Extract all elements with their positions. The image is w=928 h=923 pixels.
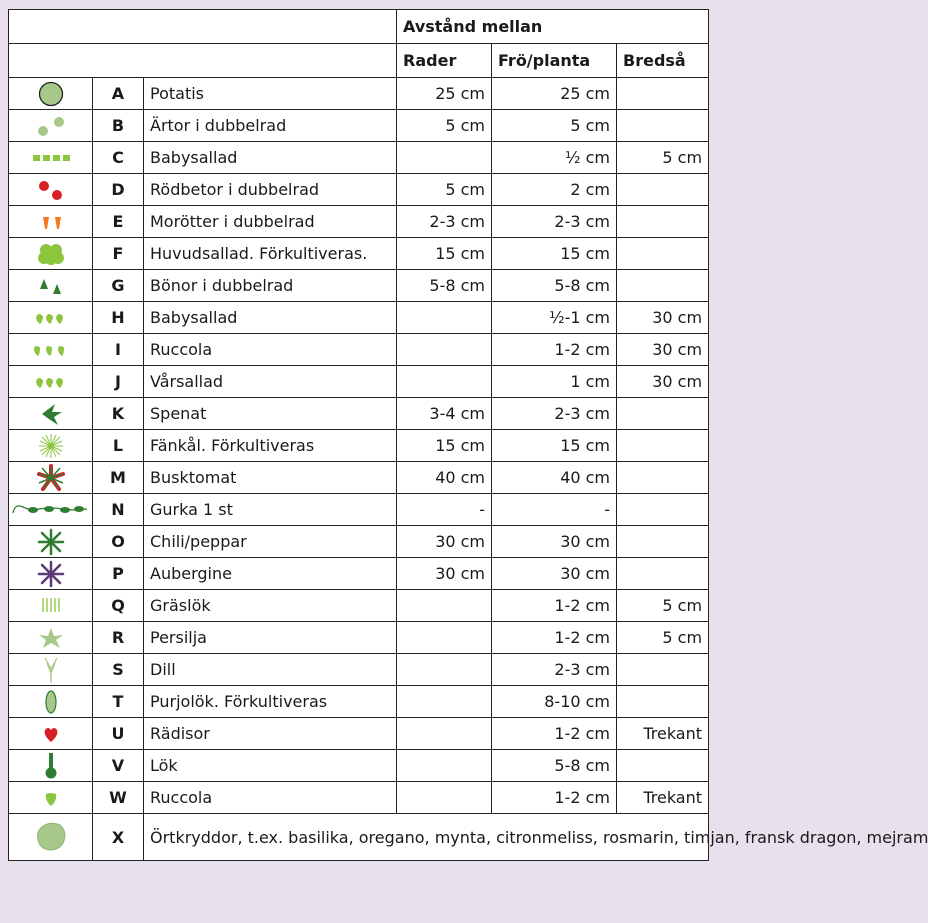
distance-rader: 15 cm [397, 238, 492, 270]
table-row [9, 654, 709, 686]
distance-fro: 1-2 cm [492, 590, 617, 622]
plant-name: Potatis [144, 78, 397, 110]
distance-rader [397, 334, 492, 366]
distance-fro: 1-2 cm [492, 622, 617, 654]
plant-name: Busktomat [144, 462, 397, 494]
herbs-description: Örtkryddor, t.ex. basilika, oregano, mynta, citronmeliss, rosmarin, timjan, fransk dragon, mejram [144, 814, 709, 861]
distance-rader: 30 cm [397, 558, 492, 590]
aubergine-icon [9, 558, 93, 590]
distance-fro: 8-10 cm [492, 686, 617, 718]
distance-rader: 3-4 cm [397, 398, 492, 430]
col-header-rader: Rader [397, 44, 492, 78]
leek-icon [29, 687, 73, 717]
header-row-group [9, 10, 709, 44]
spring-lettuce-icon [9, 366, 93, 398]
dill-icon [9, 654, 93, 686]
distance-bredsa: 30 cm [617, 366, 709, 398]
table-row [9, 718, 709, 750]
row-letter: N [93, 494, 144, 526]
col-header-fro: Frö/planta [492, 44, 617, 78]
table-row [9, 270, 709, 302]
distance-rader: 2-3 cm [397, 206, 492, 238]
fennel-icon [9, 430, 93, 462]
row-letter: F [93, 238, 144, 270]
distance-rader [397, 366, 492, 398]
distance-rader [397, 686, 492, 718]
plant-name: Huvudsallad. Förkultiveras. [144, 238, 397, 270]
lettuce-head-icon [29, 240, 73, 268]
radish-icon [29, 721, 73, 747]
row-letter: B [93, 110, 144, 142]
distance-rader [397, 782, 492, 814]
plant-name: Ärtor i dubbelrad [144, 110, 397, 142]
distance-fro: 30 cm [492, 526, 617, 558]
distance-fro: 15 cm [492, 430, 617, 462]
chives-icon [29, 593, 73, 619]
table-row [9, 686, 709, 718]
distance-bredsa [617, 110, 709, 142]
distance-fro: 1 cm [492, 366, 617, 398]
arugula-leaves-icon [9, 334, 93, 366]
distance-fro: 2-3 cm [492, 654, 617, 686]
distance-bredsa [617, 654, 709, 686]
plant-name: Gräslök [144, 590, 397, 622]
plant-name: Fänkål. Förkultiveras [144, 430, 397, 462]
distance-bredsa: 30 cm [617, 302, 709, 334]
carrot-icon [29, 209, 73, 235]
parsley-icon [9, 622, 93, 654]
distance-fro: - [492, 494, 617, 526]
distance-bredsa [617, 78, 709, 110]
spinach-icon [9, 398, 93, 430]
header-group-label: Avstånd mellan [397, 10, 709, 44]
distance-rader [397, 590, 492, 622]
plant-name: Spenat [144, 398, 397, 430]
row-letter: U [93, 718, 144, 750]
dill-icon [29, 655, 73, 685]
plant-name: Rädisor [144, 718, 397, 750]
table-row [9, 462, 709, 494]
distance-bredsa [617, 174, 709, 206]
distance-bredsa: 30 cm [617, 334, 709, 366]
distance-fro: 1-2 cm [492, 782, 617, 814]
arugula-icon [29, 785, 73, 811]
distance-rader: 15 cm [397, 430, 492, 462]
onion-icon [9, 750, 93, 782]
table-row [9, 78, 709, 110]
row-letter: J [93, 366, 144, 398]
row-letter: R [93, 622, 144, 654]
plant-name: Chili/peppar [144, 526, 397, 558]
row-letter: M [93, 462, 144, 494]
row-letter: I [93, 334, 144, 366]
distance-fro: 25 cm [492, 78, 617, 110]
plant-name: Dill [144, 654, 397, 686]
table-row [9, 430, 709, 462]
plant-name: Babysallad [144, 302, 397, 334]
distance-rader [397, 718, 492, 750]
spring-lettuce-icon [29, 369, 73, 395]
distance-bredsa: 5 cm [617, 622, 709, 654]
row-letter: A [93, 78, 144, 110]
plant-name: Rödbetor i dubbelrad [144, 174, 397, 206]
tomato-icon [9, 462, 93, 494]
planting-distance-table [8, 9, 928, 861]
table-row [9, 814, 709, 861]
tomato-icon [29, 463, 73, 493]
distance-fro: ½ cm [492, 142, 617, 174]
baby-lettuce-leaves-icon [29, 305, 73, 331]
distance-bredsa [617, 206, 709, 238]
distance-rader [397, 622, 492, 654]
cucumber-vine-icon [9, 494, 93, 526]
plant-name: Purjolök. Förkultiveras [144, 686, 397, 718]
distance-bredsa: Trekant [617, 782, 709, 814]
distance-bredsa [617, 750, 709, 782]
beans-icon [29, 273, 73, 299]
table-row [9, 110, 709, 142]
plant-name: Ruccola [144, 782, 397, 814]
table-row [9, 334, 709, 366]
distance-bredsa [617, 398, 709, 430]
distance-rader: 25 cm [397, 78, 492, 110]
table-row [9, 142, 709, 174]
header-blank [9, 10, 397, 44]
potato-icon [34, 81, 68, 107]
table-row [9, 174, 709, 206]
row-letter: E [93, 206, 144, 238]
distance-bredsa: 5 cm [617, 590, 709, 622]
header-blank-2 [9, 44, 397, 78]
distance-rader [397, 302, 492, 334]
distance-rader [397, 750, 492, 782]
table-row [9, 398, 709, 430]
row-letter: W [93, 782, 144, 814]
distance-fro: 15 cm [492, 238, 617, 270]
header-row-columns [9, 44, 709, 78]
table-row [9, 590, 709, 622]
spinach-icon [29, 400, 73, 428]
row-letter: S [93, 654, 144, 686]
table-row [9, 750, 709, 782]
distance-bredsa [617, 270, 709, 302]
distance-rader: - [397, 494, 492, 526]
table-row [9, 782, 709, 814]
peas-icon [29, 113, 73, 139]
distance-bredsa [617, 238, 709, 270]
distance-fro: 2 cm [492, 174, 617, 206]
row-letter: K [93, 398, 144, 430]
row-letter: H [93, 302, 144, 334]
distance-fro: 5-8 cm [492, 270, 617, 302]
distance-fro: 5 cm [492, 110, 617, 142]
plant-name: Aubergine [144, 558, 397, 590]
distance-bredsa: Trekant [617, 718, 709, 750]
plant-name: Ruccola [144, 334, 397, 366]
aubergine-icon [29, 559, 73, 589]
distance-fro: 2-3 cm [492, 206, 617, 238]
beans-icon [9, 270, 93, 302]
chili-icon [9, 526, 93, 558]
table-row [9, 366, 709, 398]
col-header-bredsa: Bredså [617, 44, 709, 78]
herbs-icon [9, 814, 93, 861]
table-row [9, 622, 709, 654]
table-row [9, 494, 709, 526]
onion-icon [29, 751, 73, 781]
distance-fro: 30 cm [492, 558, 617, 590]
lettuce-head-icon [9, 238, 93, 270]
baby-lettuce-squares-icon [9, 142, 93, 174]
distance-bredsa [617, 494, 709, 526]
distance-rader: 5 cm [397, 110, 492, 142]
plant-name: Morötter i dubbelrad [144, 206, 397, 238]
distance-bredsa [617, 462, 709, 494]
distance-bredsa: 5 cm [617, 142, 709, 174]
distance-rader: 30 cm [397, 526, 492, 558]
baby-lettuce-leaves-icon [9, 302, 93, 334]
fennel-icon [29, 432, 73, 460]
table-row [9, 526, 709, 558]
chili-icon [29, 527, 73, 557]
beetroot-icon [29, 177, 73, 203]
distance-bredsa [617, 686, 709, 718]
plant-name: Lök [144, 750, 397, 782]
chives-icon [9, 590, 93, 622]
leek-icon [9, 686, 93, 718]
plant-name: Gurka 1 st [144, 494, 397, 526]
table-row [9, 206, 709, 238]
row-letter: D [93, 174, 144, 206]
plant-name: Bönor i dubbelrad [144, 270, 397, 302]
baby-lettuce-squares-icon [29, 145, 73, 171]
distance-rader: 5 cm [397, 174, 492, 206]
row-letter: P [93, 558, 144, 590]
row-letter: L [93, 430, 144, 462]
distance-rader: 40 cm [397, 462, 492, 494]
potato-icon [9, 78, 93, 110]
radish-icon [9, 718, 93, 750]
distance-fro: 40 cm [492, 462, 617, 494]
arugula-leaves-icon [29, 337, 73, 363]
distance-rader: 5-8 cm [397, 270, 492, 302]
distance-fro: 5-8 cm [492, 750, 617, 782]
distance-fro: 1-2 cm [492, 718, 617, 750]
row-letter: Q [93, 590, 144, 622]
peas-icon [9, 110, 93, 142]
plant-name: Persilja [144, 622, 397, 654]
table-row [9, 238, 709, 270]
row-letter: V [93, 750, 144, 782]
carrot-icon [9, 206, 93, 238]
row-letter: X [93, 814, 144, 861]
parsley-icon [29, 624, 73, 652]
plant-name: Babysallad [144, 142, 397, 174]
row-letter: O [93, 526, 144, 558]
distance-fro: ½-1 cm [492, 302, 617, 334]
table-row [9, 302, 709, 334]
table-row [9, 558, 709, 590]
plant-name: Vårsallad [144, 366, 397, 398]
distance-rader [397, 654, 492, 686]
row-letter: G [93, 270, 144, 302]
cucumber-vine-icon [11, 497, 91, 523]
distance-bredsa [617, 558, 709, 590]
arugula-icon [9, 782, 93, 814]
beetroot-icon [9, 174, 93, 206]
distance-rader [397, 142, 492, 174]
row-letter: T [93, 686, 144, 718]
distance-bredsa [617, 526, 709, 558]
distance-fro: 2-3 cm [492, 398, 617, 430]
row-letter: C [93, 142, 144, 174]
distance-fro: 1-2 cm [492, 334, 617, 366]
distance-bredsa [617, 430, 709, 462]
